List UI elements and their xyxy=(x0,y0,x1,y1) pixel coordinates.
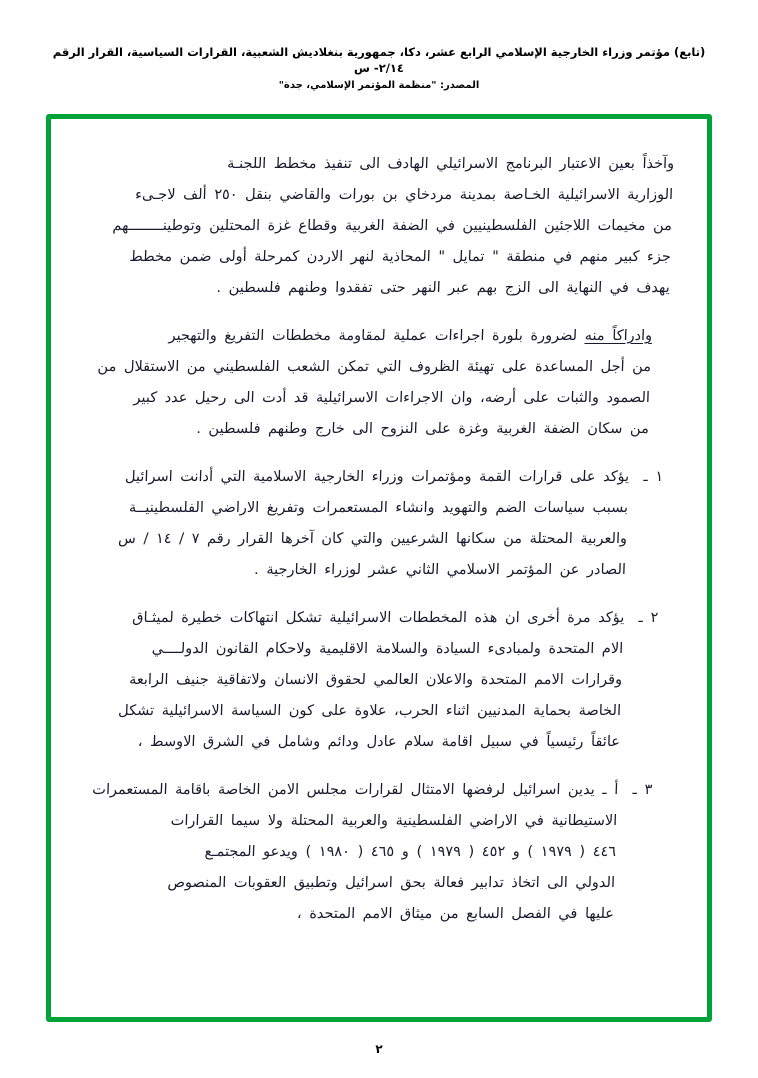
text-line: الصمود والثبات على أرضه، وان الاجراءات الاسرائيلية قد أدت الى رحيل عدد كبير xyxy=(133,390,651,406)
list-number: ٣ ـ xyxy=(632,782,653,798)
paragraph-item-1 xyxy=(95,462,663,586)
text-line: جزء كبير منهم في منطقة " تمايل " المحاذية لنهر الاردن كمرحلة أولى ضمن مخطط xyxy=(129,249,672,265)
underlined-phrase: وادراكاً منه xyxy=(584,328,653,344)
text-line: وآخذاً بعين الاعتبار البرنامج الاسرائيلي الهادف الى تنفيذ مخطط اللجنـة xyxy=(226,156,675,172)
paragraph-item-3 xyxy=(83,775,652,930)
paragraph-2 xyxy=(97,321,668,445)
sub-list-label: أ ـ xyxy=(602,782,619,798)
text-line-with-sublabel xyxy=(88,775,619,806)
text-line: من سكان الضفة الغربية وغزة على النزوح الى خارج وطنهم فلسطين . xyxy=(196,421,650,437)
text-line: الصادر عن المؤتمر الاسلامي الثاني عشر لوزراء الخارجية . xyxy=(253,562,627,578)
text-line: الوزارية الاسرائيلية الخـاصة بمدينة مردخاي بن بورات والقاضي بنقل ٢٥٠ ألف لاجـىء xyxy=(134,187,674,203)
list-number: ٢ ـ xyxy=(638,610,659,626)
text-line-rest: لضرورة بلورة اجراءات عملية لمقاومة مخططات التفريغ والتهجير xyxy=(168,328,578,344)
header-source-line: المصدر: "منظمة المؤتمر الإسلامي، جدة" xyxy=(278,80,480,91)
text-line: يؤكد على قرارات القمة ومؤتمرات وزراء الخارجية الاسلامية التي أدانت اسرائيل xyxy=(124,469,630,485)
text-line: يدين اسرائيل لرفضها الامتثال لقرارات مجلس الامن الخاصة باقامة المستعمرات xyxy=(92,782,596,798)
text-line: الدولي الى اتخاذ تدابير فعالة بحق اسرائيل وتطبيق العقوبات المنصوص xyxy=(167,875,616,891)
text-line: بسبب سياسات الضم والتهويد وانشاء المستعمرات وتفريغ الاراضي الفلسطينيــة xyxy=(128,500,629,516)
text-line: عائقاً رئيسياً في سبيل اقامة سلام عادل ودائم وشامل في الشرق الاوسط ، xyxy=(137,734,621,750)
text-line: الاستيطانية في الاراضي الفلسطينية والعربية المحتلة ولا سيما القرارات xyxy=(170,813,618,829)
text-line: وقرارات الامم المتحدة والاعلان العالمي لحقوق الانسان ولاتفاقية جنيف الرابعة xyxy=(128,672,623,688)
text-line-underlined xyxy=(104,321,653,352)
paragraph-item-2 xyxy=(89,603,658,758)
handwritten-text-block xyxy=(83,149,674,930)
text-line: الام المتحدة ولمبادىء السيادة والسلامة الاقليمية ولاحكام القانون الدولــــي xyxy=(151,641,624,657)
header-title-line: (تابع) مؤتمر وزراء الخارجية الإسلامي الرابع عشر، دكا، جمهورية بنغلاديش الشعبية، القرارات السياسية، القرار الرقم ٢/١٤- س xyxy=(52,45,706,75)
text-line: ٤٤٦ ( ١٩٧٩ ) و ٤٥٢ ( ١٩٧٩ ) و ٤٦٥ ( ١٩٨٠ ) ويدعو المجتمـع xyxy=(204,844,617,860)
green-border-frame xyxy=(46,114,712,1022)
text-line: من مخيمات اللاجئين الفلسطينيين في الضفة الغربية وقطاع غزة المحتلين وتوطينــــــــهم xyxy=(112,218,673,234)
list-number: ١ ـ xyxy=(643,469,664,485)
document-header xyxy=(0,44,758,94)
text-line: من أجل المساعدة على تهيئة الظروف التي تمكن الشعب الفلسطيني من الاستقلال من xyxy=(97,359,652,375)
text-line: الخاصة بحماية المدنيين اثناء الحرب، علاوة على كون السياسة الاسرائيلية تشكل xyxy=(117,703,622,719)
text-line: والعربية المحتلة من سكانها الشرعيين والتي كان آخرها القرار رقم ٧ / ١٤ / س xyxy=(117,531,628,547)
paragraph-1 xyxy=(105,149,674,304)
text-line: عليها في الفصل السابع من ميثاق الامم المتحدة ، xyxy=(296,906,615,922)
text-line: يهدف في النهاية الى الزج بهم عبر النهر حتى تفقدوا وطنهم فلسطين . xyxy=(216,280,671,296)
page-number: ٢ xyxy=(375,1042,383,1056)
text-line: يؤكد مرة أخرى ان هذه المخططات الاسرائيلية تشكل انتهاكات خطيرة لميثـاق xyxy=(131,610,625,626)
document-body xyxy=(92,149,675,999)
